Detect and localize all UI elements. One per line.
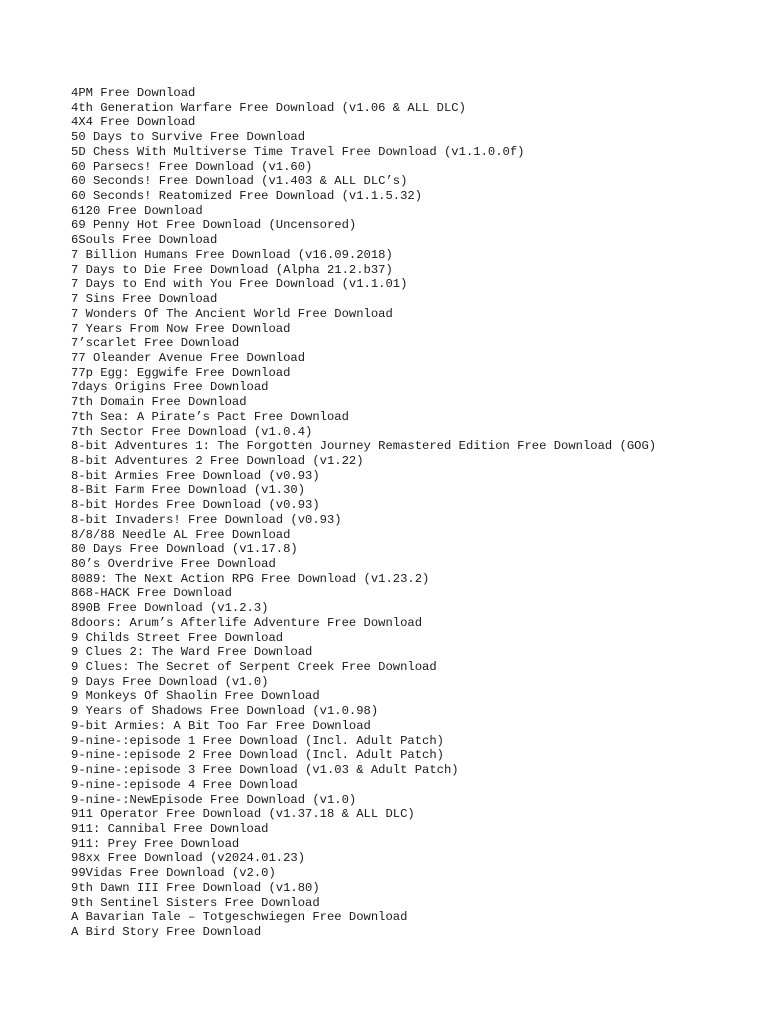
- game-list: [71, 86, 656, 940]
- list-item: 8doors: Arum’s Afterlife Adventure Free Download: [71, 615, 423, 630]
- list-item: 7 Years From Now Free Download: [71, 321, 291, 336]
- list-item: 868-HACK Free Download: [71, 586, 232, 601]
- list-item: 8-bit Adventures 2 Free Download (v1.22): [71, 453, 364, 468]
- list-item: 9 Clues: The Secret of Serpent Creek Free Download: [71, 660, 437, 675]
- list-item: 77p Egg: Eggwife Free Download: [71, 365, 291, 380]
- list-item: 9-nine-:episode 1 Free Download (Incl. Adult Patch): [71, 733, 444, 748]
- list-item: 7 Sins Free Download: [71, 292, 218, 307]
- list-item: 8-Bit Farm Free Download (v1.30): [71, 483, 306, 498]
- list-item: 7 Billion Humans Free Download (v16.09.2018): [71, 247, 393, 262]
- list-item: 6Souls Free Download: [71, 233, 218, 248]
- list-item: 9-nine-:NewEpisode Free Download (v1.0): [71, 792, 357, 807]
- list-item: 6120 Free Download: [71, 203, 203, 218]
- list-item: 8-bit Hordes Free Download (v0.93): [71, 498, 320, 513]
- list-item: 98xx Free Download (v2024.01.23): [71, 851, 306, 866]
- list-item: 69 Penny Hot Free Download (Uncensored): [71, 218, 357, 233]
- list-item: 4th Generation Warfare Free Download (v1.06 & ALL DLC): [71, 100, 466, 115]
- list-item: A Bavarian Tale – Totgeschwiegen Free Download: [71, 910, 408, 925]
- list-item: 9-nine-:episode 4 Free Download: [71, 777, 298, 792]
- list-item: 77 Oleander Avenue Free Download: [71, 350, 306, 365]
- list-item: 50 Days to Survive Free Download: [71, 130, 306, 145]
- list-item: 9 Years of Shadows Free Download (v1.0.98): [71, 704, 379, 719]
- list-item: 911: Cannibal Free Download: [71, 821, 269, 836]
- list-item: 890B Free Download (v1.2.3): [71, 601, 269, 616]
- list-item: 60 Parsecs! Free Download (v1.60): [71, 159, 313, 174]
- list-item: 7days Origins Free Download: [71, 380, 269, 395]
- list-item: 8-bit Invaders! Free Download (v0.93): [71, 512, 342, 527]
- list-item: 9-nine-:episode 3 Free Download (v1.03 & Adult Patch): [71, 763, 459, 778]
- list-item: 4X4 Free Download: [71, 115, 196, 130]
- list-item: 911 Operator Free Download (v1.37.18 & ALL DLC): [71, 807, 415, 822]
- list-item: 7 Days to Die Free Download (Alpha 21.2.b37): [71, 262, 393, 277]
- list-item: 7th Sector Free Download (v1.0.4): [71, 424, 313, 439]
- list-item: 5D Chess With Multiverse Time Travel Free Download (v1.1.0.0f): [71, 144, 525, 159]
- list-item: 60 Seconds! Free Download (v1.403 & ALL DLC’s): [71, 174, 408, 189]
- list-item: 8/8/88 Needle AL Free Download: [71, 527, 291, 542]
- list-item: 60 Seconds! Reatomized Free Download (v1.1.5.32): [71, 189, 423, 204]
- list-item: 9 Childs Street Free Download: [71, 630, 284, 645]
- list-item: 9th Dawn III Free Download (v1.80): [71, 880, 320, 895]
- list-item: 80 Days Free Download (v1.17.8): [71, 542, 298, 557]
- list-item: 7th Sea: A Pirate’s Pact Free Download: [71, 409, 349, 424]
- list-item: 80’s Overdrive Free Download: [71, 557, 276, 571]
- list-item: 9th Sentinel Sisters Free Download: [71, 895, 320, 910]
- list-item: 9 Monkeys Of Shaolin Free Download: [71, 689, 320, 704]
- list-item: 8-bit Armies Free Download (v0.93): [71, 468, 320, 483]
- list-item: 4PM Free Download: [71, 86, 196, 100]
- list-item: 7’scarlet Free Download: [71, 336, 240, 351]
- list-item: 8-bit Adventures 1: The Forgotten Journey Remastered Edition Free Download (GOG): [71, 439, 657, 454]
- list-item: 7 Days to End with You Free Download (v1.1.01): [71, 277, 408, 292]
- list-item: 7 Wonders Of The Ancient World Free Download: [71, 306, 393, 321]
- list-item: 99Vidas Free Download (v2.0): [71, 866, 276, 881]
- list-item: 9 Days Free Download (v1.0): [71, 674, 269, 689]
- list-item: 8089: The Next Action RPG Free Download (v1.23.2): [71, 571, 430, 586]
- list-item: 9 Clues 2: The Ward Free Download: [71, 645, 313, 660]
- list-item: 9-bit Armies: A Bit Too Far Free Download: [71, 718, 371, 733]
- list-item: 911: Prey Free Download: [71, 836, 240, 851]
- list-item: 9-nine-:episode 2 Free Download (Incl. Adult Patch): [71, 748, 444, 763]
- list-item: A Bird Story Free Download: [71, 924, 262, 939]
- list-item: 7th Domain Free Download: [71, 395, 247, 410]
